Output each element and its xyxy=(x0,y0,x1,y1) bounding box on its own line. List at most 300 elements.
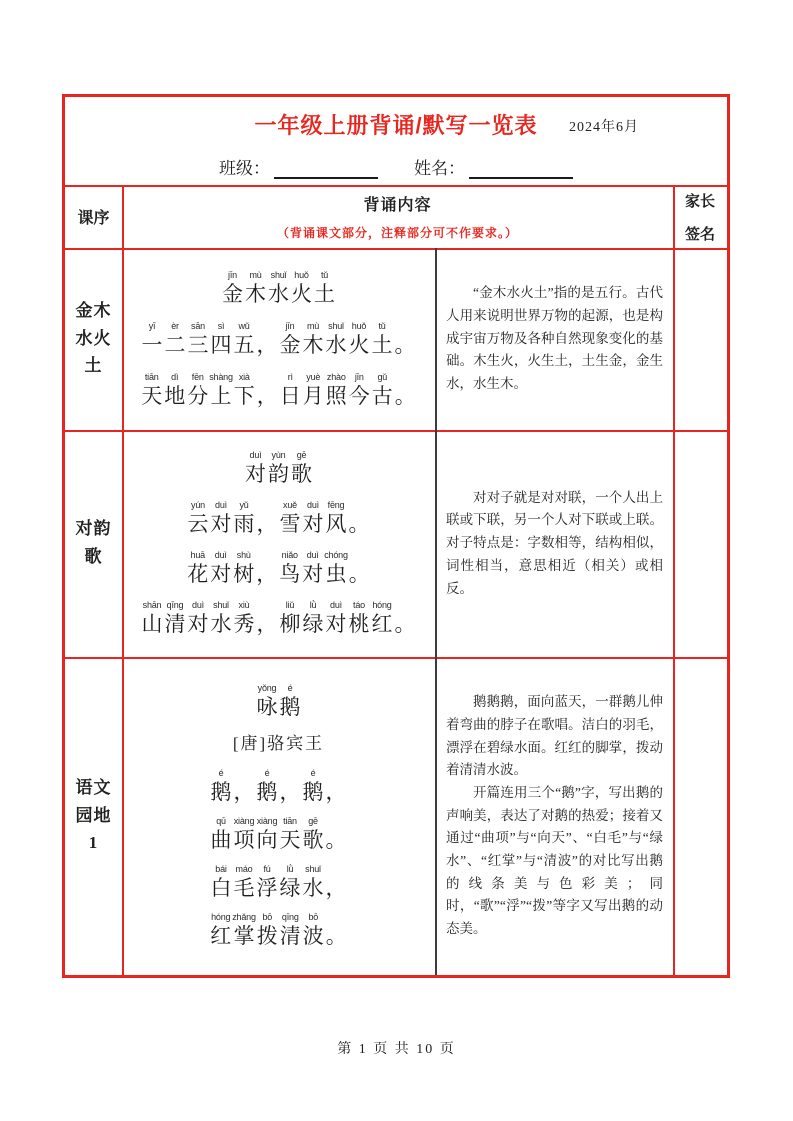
pinyin: shù xyxy=(236,550,251,560)
pinyin: èr xyxy=(171,320,179,331)
hanzi: 韵 xyxy=(268,462,289,486)
poem-author: [唐]骆宾王 xyxy=(232,734,325,753)
hanzi: 土 xyxy=(314,281,335,306)
name-field-group xyxy=(414,154,573,179)
pinyin: xuě xyxy=(283,500,297,510)
pinyin: zhào xyxy=(326,371,346,382)
hanzi: 。 xyxy=(325,828,347,852)
hanzi: 对 xyxy=(245,462,266,486)
poem-syllable xyxy=(290,269,313,308)
hanzi: 红 xyxy=(371,612,393,636)
class-label: 班级： xyxy=(219,159,270,178)
poem-syllable xyxy=(279,863,302,902)
pinyin: yùn xyxy=(271,450,286,460)
poem-syllable xyxy=(279,682,302,721)
hanzi: 水 xyxy=(210,612,232,636)
header-sign-line1: 家长 xyxy=(684,192,715,210)
pinyin: chóng xyxy=(324,550,348,560)
poem-syllable xyxy=(140,371,163,410)
poem-syllable xyxy=(302,767,325,806)
hanzi: 山 xyxy=(141,612,163,636)
hanzi: 地 xyxy=(164,383,186,408)
header-lesson-label: 课序 xyxy=(77,210,110,227)
note-paragraph: 对对子就是对对联，一个人出上联或下联，另一个人对下联或上联。对子特点是：字数相等，结构相似，词性相当，意思相近（相关）或相反。 xyxy=(446,489,663,596)
hanzi: 分 xyxy=(187,383,209,408)
poem-syllable xyxy=(348,371,371,410)
class-blank-field[interactable] xyxy=(274,157,378,179)
hanzi: 。 xyxy=(394,332,416,357)
hanzi: 土 xyxy=(371,332,393,357)
lesson-label-line: 语文 xyxy=(75,777,112,797)
header-sign-line2: 签名 xyxy=(684,225,715,243)
pinyin: duì xyxy=(214,550,227,560)
poem-syllable xyxy=(267,269,290,308)
poem-line xyxy=(244,449,313,488)
poem-syllable xyxy=(279,599,302,638)
poem-syllable xyxy=(279,371,302,410)
poem-cell xyxy=(123,248,434,430)
poem-syllable xyxy=(210,767,233,806)
poem-syllable xyxy=(302,499,325,538)
hanzi: 风 xyxy=(325,512,347,536)
hanzi: 毛 xyxy=(233,876,255,900)
poem-line xyxy=(141,320,417,359)
pinyin: fú xyxy=(263,864,271,874)
note-cell xyxy=(436,430,673,657)
poem-syllable xyxy=(233,863,256,902)
parent-signature-cell[interactable] xyxy=(674,248,727,430)
poem-syllable xyxy=(302,815,325,854)
hanzi: ， xyxy=(233,780,255,804)
pinyin: é xyxy=(218,768,224,778)
poem-line xyxy=(210,815,348,854)
page-title: 一年级上册背诵/默写一览表 xyxy=(254,113,538,138)
poem-syllable xyxy=(325,767,348,806)
hanzi: ， xyxy=(279,780,301,804)
poem-line xyxy=(210,863,348,902)
hanzi: 项 xyxy=(233,828,255,852)
poem-syllable xyxy=(163,371,186,410)
poem-syllable xyxy=(186,371,209,410)
poem-syllable xyxy=(187,599,210,638)
hanzi: 鹅 xyxy=(256,780,278,804)
hanzi: ， xyxy=(256,383,278,408)
poem-syllable xyxy=(279,767,302,806)
pinyin: rì xyxy=(287,371,293,382)
poem-syllable xyxy=(371,599,394,638)
hanzi: 歌 xyxy=(302,828,324,852)
table-row xyxy=(65,248,727,430)
hanzi: 水 xyxy=(302,876,324,900)
poem-syllable xyxy=(233,499,256,538)
poem-syllable xyxy=(233,320,256,359)
poem-syllable xyxy=(302,371,325,410)
pinyin: qīng xyxy=(166,600,184,610)
header-content-label: 背诵内容 xyxy=(363,197,432,214)
hanzi: 云 xyxy=(187,512,209,536)
hanzi: 红 xyxy=(210,924,232,948)
poem-syllable xyxy=(325,320,348,359)
pinyin: gē xyxy=(296,450,307,460)
lesson-label-line: 对韵 xyxy=(75,519,112,539)
hanzi: 鹅 xyxy=(302,780,324,804)
poem-syllable xyxy=(141,599,164,638)
hanzi: 。 xyxy=(348,512,370,536)
pinyin: bō xyxy=(262,912,273,922)
poem-syllable xyxy=(233,767,256,806)
hanzi: 照 xyxy=(325,383,347,408)
poem-syllable xyxy=(313,269,336,308)
pinyin: é xyxy=(287,683,293,693)
poem-syllable xyxy=(302,320,325,359)
poem-syllable xyxy=(209,911,232,950)
hanzi: 花 xyxy=(187,562,209,586)
pinyin: wǔ xyxy=(238,320,250,331)
poem-syllable xyxy=(301,549,324,588)
pinyin: liǔ xyxy=(285,600,295,610)
lesson-label-line: 金木 xyxy=(75,300,112,320)
poem-syllable xyxy=(394,371,417,410)
hanzi: 虫 xyxy=(325,562,347,586)
poem-syllable xyxy=(371,320,394,359)
hanzi: ， xyxy=(256,562,278,586)
poem-line xyxy=(209,911,348,950)
pinyin: bō xyxy=(308,912,319,922)
student-info-row xyxy=(65,149,727,179)
poem-syllable xyxy=(256,767,279,806)
pinyin: yuè xyxy=(306,371,321,382)
pinyin: xiàng xyxy=(233,816,255,826)
poem-syllable xyxy=(233,371,256,410)
note-cell xyxy=(436,248,673,430)
hanzi: 对 xyxy=(187,612,209,636)
pinyin: gē xyxy=(308,816,318,826)
hanzi: 木 xyxy=(302,332,324,357)
pinyin: mù xyxy=(306,320,320,331)
hanzi: 咏 xyxy=(256,695,278,719)
hanzi: 浮 xyxy=(256,876,278,900)
poem-syllable xyxy=(244,269,267,308)
poem-syllable xyxy=(256,815,279,854)
pinyin: huǒ xyxy=(351,320,367,331)
hanzi: 对 xyxy=(302,512,324,536)
poem-syllable xyxy=(233,815,256,854)
poem-syllable xyxy=(279,499,302,538)
hanzi: 鹅 xyxy=(210,780,232,804)
header-content-column xyxy=(122,185,673,248)
lesson-label-line: 水火 xyxy=(75,328,112,348)
header-sign-column xyxy=(673,185,727,248)
pinyin: fēn xyxy=(191,371,204,382)
poem-syllable xyxy=(209,549,232,588)
poem-syllable xyxy=(256,682,279,721)
poem-syllable xyxy=(164,599,187,638)
pinyin: tiān xyxy=(283,816,297,826)
poem-syllable xyxy=(187,499,210,538)
poem-syllable xyxy=(279,815,302,854)
poem-line xyxy=(186,549,371,588)
poem-line xyxy=(221,269,336,308)
poem-syllable xyxy=(233,599,256,638)
hanzi: 日 xyxy=(279,383,301,408)
pinyin: qīng xyxy=(281,912,299,922)
poem-syllable xyxy=(371,371,394,410)
name-blank-field[interactable] xyxy=(469,157,573,179)
hanzi: 树 xyxy=(233,562,255,586)
pinyin: xiàng xyxy=(256,816,278,826)
hanzi: 下 xyxy=(233,383,255,408)
poem-syllable xyxy=(325,815,348,854)
pinyin: shuǐ xyxy=(305,864,321,874)
pinyin: shuǐ xyxy=(213,600,229,610)
poem-syllable xyxy=(210,599,233,638)
hanzi: ， xyxy=(256,332,278,357)
page-number: 第 1 页 共 10 页 xyxy=(337,1042,456,1057)
poem-syllable xyxy=(221,269,244,308)
pinyin: bái xyxy=(215,864,227,874)
hanzi: 雪 xyxy=(279,512,301,536)
hanzi: 桃 xyxy=(348,612,370,636)
pinyin: duì xyxy=(330,600,342,610)
table-row xyxy=(65,430,727,657)
poem-syllable xyxy=(210,863,233,902)
header-content-note: （背诵课文部分，注释部分可不作要求。） xyxy=(276,226,518,240)
poem-syllable xyxy=(279,911,302,950)
hanzi: 。 xyxy=(325,924,347,948)
pinyin: duì xyxy=(215,500,227,510)
hanzi: 木 xyxy=(245,281,266,306)
hanzi: 上 xyxy=(210,383,232,408)
hanzi: 。 xyxy=(394,612,416,636)
hanzi: 四 xyxy=(210,332,232,357)
poem-syllable xyxy=(278,549,301,588)
pinyin: shuǐ xyxy=(270,269,287,280)
pinyin: gǔ xyxy=(377,371,388,382)
hanzi: 水 xyxy=(325,332,347,357)
poem-syllable xyxy=(164,320,187,359)
poem-syllable xyxy=(210,499,233,538)
poem-syllable xyxy=(256,911,279,950)
pinyin: máo xyxy=(235,864,253,874)
poem-syllable xyxy=(302,911,325,950)
pinyin: lǜ xyxy=(309,600,317,610)
poem-syllable xyxy=(255,549,278,588)
pinyin: é xyxy=(264,768,270,778)
hanzi: ， xyxy=(256,512,278,536)
poem-line xyxy=(140,371,417,410)
hanzi: 秀 xyxy=(233,612,255,636)
hanzi: 月 xyxy=(302,383,324,408)
pinyin: duì xyxy=(249,450,262,460)
table-frame xyxy=(62,94,730,978)
hanzi: ， xyxy=(325,780,347,804)
poem-syllable xyxy=(244,449,267,488)
poem-syllable xyxy=(187,320,210,359)
hanzi: 对 xyxy=(210,512,232,536)
poem-syllable xyxy=(232,549,255,588)
hanzi: 清 xyxy=(279,924,301,948)
lesson-label-line: 歌 xyxy=(84,547,103,566)
pinyin: dì xyxy=(171,371,179,382)
poem-syllable xyxy=(232,911,256,950)
lesson-label-line: 1 xyxy=(88,833,99,853)
hanzi: 清 xyxy=(164,612,186,636)
pinyin: shuǐ xyxy=(328,320,344,331)
pinyin: duì xyxy=(306,550,319,560)
hanzi: 天 xyxy=(279,828,301,852)
name-label: 姓名： xyxy=(414,159,465,178)
hanzi: 古 xyxy=(371,383,393,408)
poem-syllable xyxy=(256,863,279,902)
pinyin: yǒng xyxy=(257,683,277,693)
pinyin: yún xyxy=(191,500,205,510)
poem-syllable xyxy=(348,320,371,359)
hanzi: 今 xyxy=(348,383,370,408)
pinyin: sì xyxy=(217,320,225,331)
pinyin: mù xyxy=(249,269,262,280)
hanzi: ， xyxy=(256,612,278,636)
lesson-cell xyxy=(65,657,122,975)
poem-syllable xyxy=(302,599,325,638)
header-lesson-column xyxy=(65,185,122,248)
poem-syllable xyxy=(325,599,348,638)
pinyin: tǔ xyxy=(378,320,386,331)
poem-syllable xyxy=(325,499,348,538)
poem-syllable xyxy=(325,911,348,950)
hanzi: ， xyxy=(325,876,347,900)
poem-syllable xyxy=(325,863,348,902)
hanzi: 火 xyxy=(348,332,370,357)
pinyin: sān xyxy=(191,320,205,331)
lesson-label-line: 园地 xyxy=(75,805,112,825)
pinyin: xià xyxy=(238,371,250,382)
pinyin: jīn xyxy=(228,269,237,280)
hanzi: 火 xyxy=(291,281,312,306)
hanzi: 鸟 xyxy=(279,562,301,586)
pinyin: táo xyxy=(353,600,365,610)
poem-syllable xyxy=(394,599,417,638)
parent-signature-cell[interactable] xyxy=(674,657,727,975)
lesson-cell xyxy=(65,430,122,657)
pinyin: qū xyxy=(216,816,226,826)
pinyin: xiù xyxy=(238,600,250,610)
hanzi: 曲 xyxy=(210,828,232,852)
note-paragraph: “金木水火土”指的是五行。古代人用来说明世界万物的起源，也是构成宇宙万物及各种自然现象变化的基础。木生火，火生土，土生金，金生水，水生木。 xyxy=(446,285,663,391)
parent-signature-cell[interactable] xyxy=(674,430,727,657)
poem-line xyxy=(256,682,302,721)
hanzi: 对 xyxy=(325,612,347,636)
poem-syllable xyxy=(279,320,302,359)
hanzi: 三 xyxy=(187,332,209,357)
poem-cell xyxy=(123,657,434,975)
pinyin: huā xyxy=(190,550,205,560)
hanzi: 歌 xyxy=(291,462,312,486)
pinyin: shàng xyxy=(209,371,233,382)
lesson-label-line: 土 xyxy=(84,356,103,376)
poem-syllable xyxy=(324,549,348,588)
poem-syllable xyxy=(302,863,325,902)
poem-syllable xyxy=(348,499,371,538)
poem-syllable xyxy=(325,371,348,410)
note-paragraph: 鹅鹅鹅，面向蓝天，一群鹅儿伸着弯曲的脖子在歌唱。洁白的羽毛，漂浮在碧绿水面。红红的脚掌，拨动着清清水波。 xyxy=(446,694,663,778)
class-field-group xyxy=(219,154,378,179)
poem-syllable xyxy=(256,499,279,538)
poem-syllable xyxy=(256,320,279,359)
hanzi: 绿 xyxy=(279,876,301,900)
hanzi: 拨 xyxy=(256,924,278,948)
pinyin: duì xyxy=(192,600,204,610)
hanzi: 天 xyxy=(141,383,163,408)
poem-line xyxy=(210,767,348,806)
poem-line xyxy=(141,599,417,638)
hanzi: 对 xyxy=(302,562,324,586)
pinyin: duì xyxy=(307,500,319,510)
hanzi: 。 xyxy=(394,383,416,408)
lesson-cell xyxy=(65,248,122,430)
hanzi: 二 xyxy=(164,332,186,357)
poem-syllable xyxy=(348,599,371,638)
poem-syllable xyxy=(141,320,164,359)
hanzi: 水 xyxy=(268,281,289,306)
hanzi: 雨 xyxy=(233,512,255,536)
hanzi: 鹅 xyxy=(279,695,301,719)
pinyin: shān xyxy=(142,600,162,610)
hanzi: 波 xyxy=(302,924,324,948)
pinyin: niǎo xyxy=(281,550,298,560)
page-date: 2024年6月 xyxy=(569,120,639,135)
pinyin: jīn xyxy=(285,320,295,331)
poem-syllable xyxy=(210,815,233,854)
pinyin: lǜ xyxy=(286,864,294,874)
hanzi: 一 xyxy=(141,332,163,357)
pinyin: hóng xyxy=(372,600,392,610)
hanzi: 柳 xyxy=(279,612,301,636)
note-paragraph: 开篇连用三个“鹅”字，写出鹅的声响美，表达了对鹅的热爱；接着又通过“曲项”与“向天”、“白毛”与“绿水”、“红掌”与“清波”的对比写出鹅的线条美与色彩美；同时，“歌”“浮”“拨”等字又写出鹅的动态美。 xyxy=(446,784,663,937)
hanzi: 金 xyxy=(222,281,243,306)
poem-syllable xyxy=(348,549,371,588)
hanzi: 白 xyxy=(210,876,232,900)
note-cell xyxy=(436,657,673,975)
pinyin: yǔ xyxy=(239,500,249,510)
pinyin: jīn xyxy=(354,371,364,382)
pinyin: hóng xyxy=(211,912,231,922)
hanzi: 向 xyxy=(256,828,278,852)
table-row xyxy=(65,657,727,975)
title-row xyxy=(65,109,727,143)
hanzi: 绿 xyxy=(302,612,324,636)
hanzi: 金 xyxy=(279,332,301,357)
poem-syllable xyxy=(256,599,279,638)
hanzi: 五 xyxy=(233,332,255,357)
hanzi: 。 xyxy=(348,562,370,586)
poem-line xyxy=(187,499,371,538)
hanzi: 对 xyxy=(210,562,232,586)
pinyin: é xyxy=(310,768,316,778)
pinyin: zhǎng xyxy=(232,912,256,922)
pinyin: yī xyxy=(148,320,156,331)
hanzi: 掌 xyxy=(233,924,255,948)
poem-syllable xyxy=(209,371,233,410)
pinyin: fēng xyxy=(327,500,345,510)
pinyin: tǔ xyxy=(320,269,329,280)
poem-syllable xyxy=(210,320,233,359)
poem-syllable xyxy=(186,549,209,588)
poem-syllable xyxy=(290,449,313,488)
poem-syllable xyxy=(267,449,290,488)
poem-syllable xyxy=(256,371,279,410)
pinyin: tiān xyxy=(144,371,159,382)
pinyin: huǒ xyxy=(294,269,309,280)
